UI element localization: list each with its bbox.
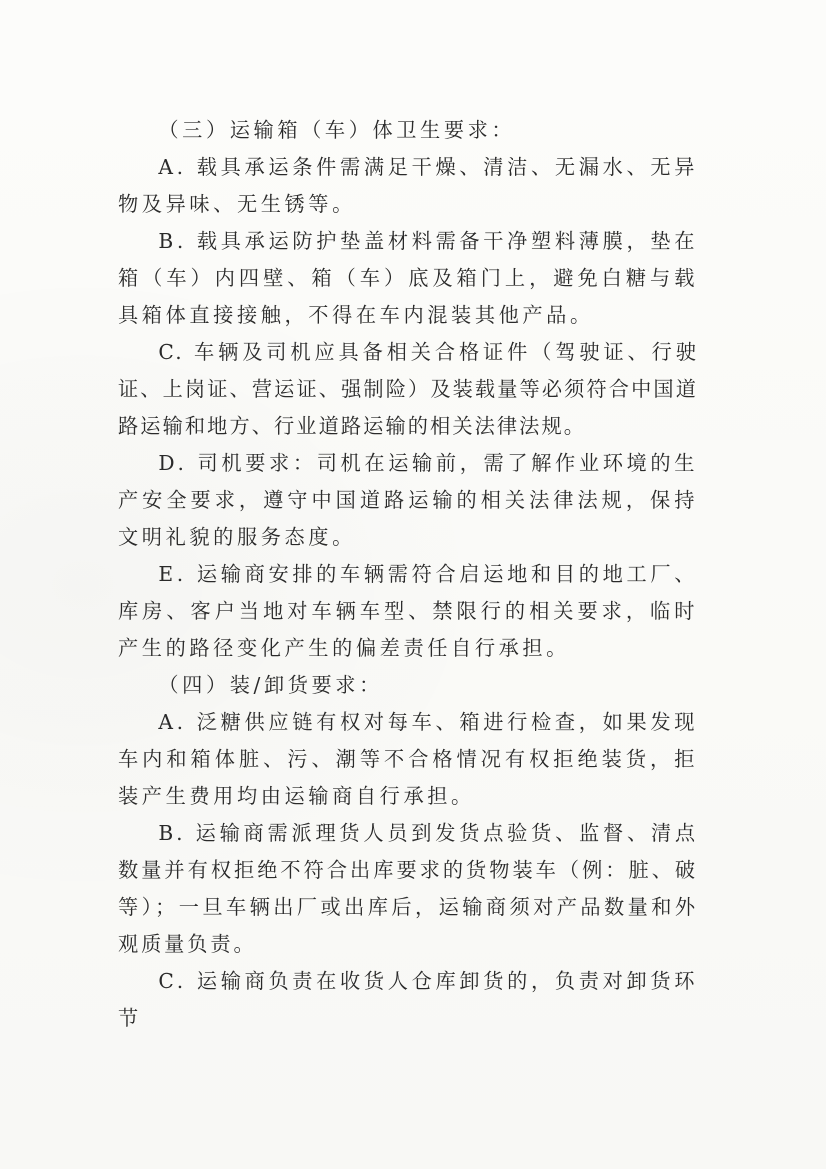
section-heading-transport-hygiene: （三）运输箱（车）体卫生要求： [158, 118, 516, 142]
paragraph-item-4c: C. 运输商负责在收货人仓库卸货的，负责对卸货环节 [118, 969, 698, 1030]
paragraph-item-3d: D. 司机要求：司机在运输前，需了解作业环境的生产安全要求，遵守中国道路运输的相关法律法规，保持文明礼貌的服务态度。 [118, 451, 698, 549]
paragraph-item-3b: B. 载具承运防护垫盖材料需备干净塑料薄膜，垫在箱（车）内四壁、箱（车）底及箱门上，避免白糖与载具箱体直接接触，不得在车内混装其他产品。 [118, 229, 698, 327]
paragraph-item-3e: E. 运输商安排的车辆需符合启运地和目的地工厂、库房、客户当地对车辆车型、禁限行的相关要求，临时产生的路径变化产生的偏差责任自行承担。 [118, 562, 698, 660]
document-body [118, 112, 698, 1037]
paragraph-item-4b: B. 运输商需派理货人员到发货点验货、监督、清点数量并有权拒绝不符合出库要求的货物装车（例：脏、破等）；一旦车辆出厂或出库后，运输商须对产品数量和外观质量负责。 [118, 821, 698, 956]
section-heading-loading-unloading: （四）装/卸货要求： [158, 673, 383, 697]
paragraph-item-4a: A. 泛糖供应链有权对每车、箱进行检查，如果发现车内和箱体脏、污、潮等不合格情况有权拒绝装货，拒装产生费用均由运输商自行承担。 [118, 710, 698, 808]
paragraph-item-3c: C. 车辆及司机应具备相关合格证件（驾驶证、行驶证、上岗证、营运证、强制险）及装载量等必须符合中国道路运输和地方、行业道路运输的相关法律法规。 [118, 340, 698, 438]
paragraph-item-3a: A. 载具承运条件需满足干燥、清洁、无漏水、无异物及异味、无生锈等。 [118, 155, 698, 216]
